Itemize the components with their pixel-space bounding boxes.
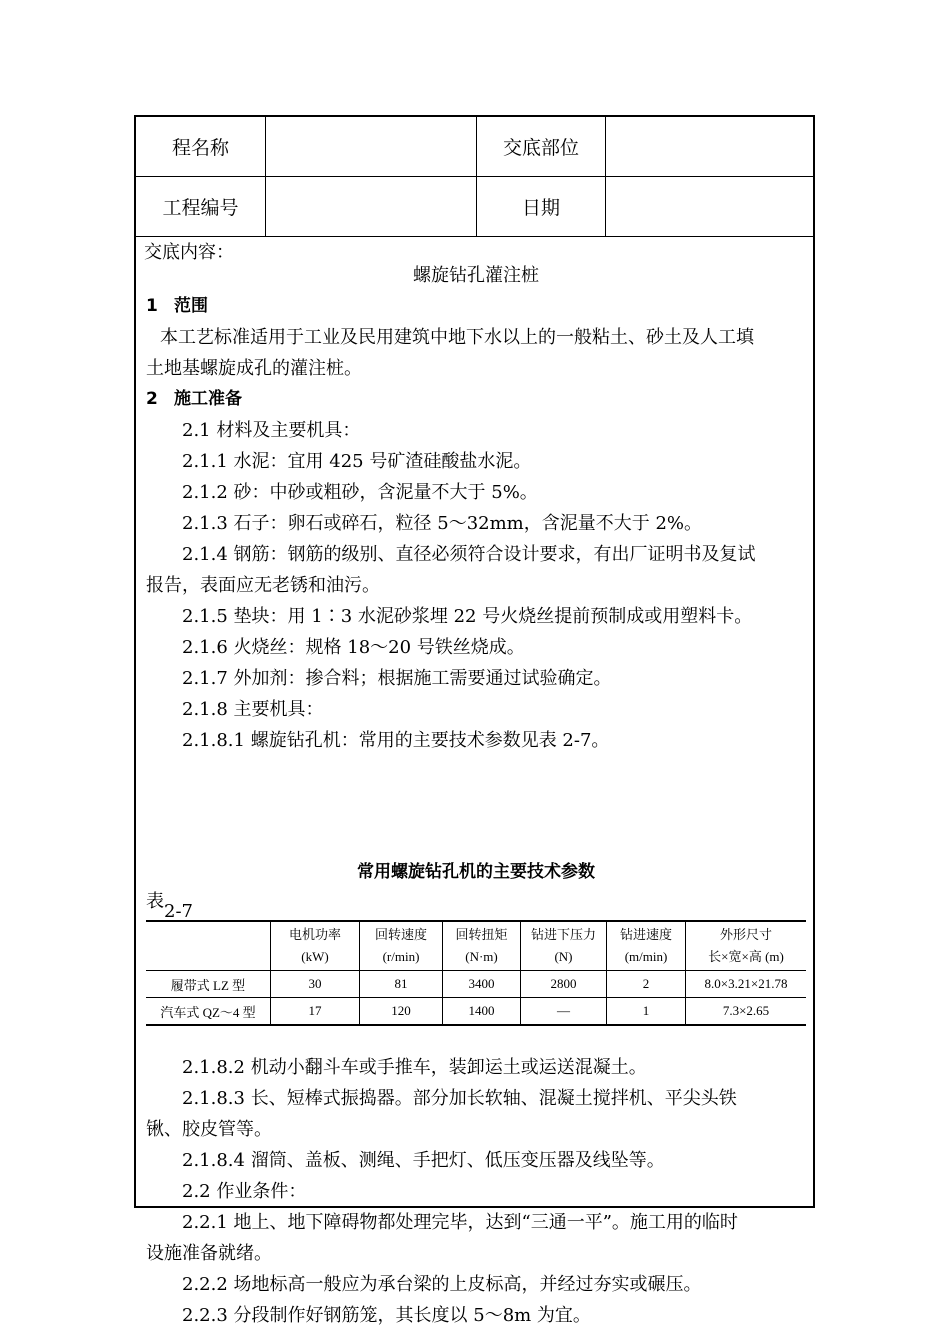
project-name-value: [266, 117, 477, 176]
item-2-1-5: 2.1.5 垫块：用 1∶3 水泥砂浆埋 22 号火烧丝提前预制成或用塑料卡。: [182, 606, 753, 627]
item-2-1-4-cont: 报告，表面应无老锈和油污。: [146, 575, 380, 596]
part-label: 交底部位: [477, 117, 606, 176]
header-unit: (N·m): [465, 949, 498, 964]
header-cell: [360, 921, 443, 971]
header-cell: [521, 921, 607, 971]
table-cell: 履带式 LZ 型: [146, 971, 271, 998]
table-cell: —: [521, 998, 607, 1026]
header-text: 外形尺寸: [719, 927, 772, 942]
header-text: 电机功率: [288, 927, 341, 942]
header-unit: (m/min): [624, 949, 668, 964]
content-after-table: [146, 1052, 806, 1331]
content-area: [144, 237, 806, 1326]
table-cell: 81: [360, 971, 443, 998]
table-label-number: 2-7: [164, 901, 193, 922]
date-label: 日期: [477, 177, 606, 236]
table-cell: 汽车式 QZ～4 型: [146, 998, 271, 1026]
item-2-1-8-3: 2.1.8.3 长、短棒式振捣器。部分加长软轴、混凝土搅拌机、平尖头铁: [182, 1088, 737, 1109]
intro-label: 交底内容：: [144, 242, 234, 263]
section-1-heading: [146, 291, 806, 322]
date-value: [606, 177, 813, 236]
item-2-2-3: 2.2.3 分段制作好钢筋笼，其长度以 5～8m 为宜。: [182, 1305, 591, 1326]
item-2-2-1-cont: 设施准备就绪。: [146, 1243, 272, 1264]
header-text: 钻进速度: [619, 927, 672, 942]
item-2-1-8-1: 2.1.8.1 螺旋钻孔机：常用的主要技术参数见表 2-7。: [182, 730, 610, 751]
item-2-2-1: 2.2.1 地上、地下障碍物都处理完毕，达到“三通一平”。施工用的临时: [182, 1212, 738, 1233]
header-text: 钻进下压力: [530, 927, 596, 942]
table-cell: 1: [607, 998, 686, 1026]
section-1-number: 1: [146, 296, 158, 316]
table-cell: 3400: [443, 971, 521, 998]
header-cell: [607, 921, 686, 971]
table-label: [146, 887, 193, 922]
header-unit: 长×宽×高 (m): [708, 949, 784, 964]
part-value: [606, 117, 813, 176]
document-frame: [134, 115, 815, 1326]
item-2-1-7: 2.1.7 外加剂：掺合料；根据施工需要通过试验确定。: [182, 668, 612, 689]
header-cell: [443, 921, 521, 971]
project-no-value: [266, 177, 477, 236]
header-text: 回转速度: [374, 927, 427, 942]
item-2-1-6: 2.1.6 火烧丝：规格 18～20 号铁丝烧成。: [182, 637, 525, 658]
header-cell: [271, 921, 360, 971]
header-cell-blank: [146, 921, 271, 971]
item-2-1-8: 2.1.8 主要机具：: [182, 699, 324, 720]
table-cell: 2800: [521, 971, 607, 998]
paragraph-scope: 本工艺标准适用于工业及民用建筑中地下水以上的一般粘土、砂土及人工填: [160, 327, 754, 348]
item-2-1-8-4: 2.1.8.4 溜筒、盖板、测绳、手把灯、低压变压器及线坠等。: [182, 1150, 665, 1171]
document-title: 螺旋钻孔灌注桩: [413, 265, 539, 286]
table-row: [146, 971, 806, 998]
header-unit: (r/min): [382, 949, 420, 964]
project-no-label: 工程编号: [136, 177, 266, 236]
item-2-2-2: 2.2.2 场地标高一般应为承台梁的上皮标高，并经过夯实或碾压。: [182, 1274, 702, 1295]
project-name-label: 程名称: [136, 117, 266, 176]
section-1-title: 范围: [174, 296, 208, 316]
table-cell: 120: [360, 998, 443, 1026]
table-title: 常用螺旋钻孔机的主要技术参数: [357, 862, 595, 882]
table-row: [146, 998, 806, 1026]
header-text: 回转扭矩: [455, 927, 508, 942]
section-2-title: 施工准备: [174, 389, 242, 409]
item-2-1-8-3-cont: 锹、胶皮管等。: [146, 1119, 272, 1140]
table-cell: 30: [271, 971, 360, 998]
paragraph-scope-cont: 土地基螺旋成孔的灌注桩。: [146, 358, 362, 379]
table-cell: 17: [271, 998, 360, 1026]
header-row-1: [136, 117, 813, 177]
item-2-1-4: 2.1.4 钢筋：钢筋的级别、直径必须符合设计要求，有出厂证明书及复试: [182, 544, 756, 565]
table-header-row: [146, 921, 806, 971]
item-2-1-8-2: 2.1.8.2 机动小翻斗车或手推车，装卸运土或运送混凝土。: [182, 1057, 647, 1078]
table-cell: 2: [607, 971, 686, 998]
parameters-table: [146, 920, 806, 1026]
item-2-2: 2.2 作业条件：: [182, 1181, 307, 1202]
section-2-number: 2: [146, 389, 158, 409]
table-cell: 1400: [443, 998, 521, 1026]
item-2-1-2: 2.1.2 砂：中砂或粗砂，含泥量不大于 5%。: [182, 482, 538, 503]
table-cell: 7.3×2.65: [686, 998, 807, 1026]
header-row-2: [136, 177, 813, 237]
table-label-prefix: 表: [146, 891, 164, 912]
header-unit: (kW): [301, 949, 329, 964]
item-2-1-1: 2.1.1 水泥：宜用 425 号矿渣硅酸盐水泥。: [182, 451, 532, 472]
header-cell: [686, 921, 807, 971]
item-2-1: 2.1 材料及主要机具：: [182, 420, 361, 441]
header-unit: (N): [554, 949, 573, 964]
section-2-heading: [146, 384, 806, 415]
table-cell: 8.0×3.21×21.78: [686, 971, 807, 998]
item-2-1-3: 2.1.3 石子：卵石或碎石，粒径 5～32mm，含泥量不大于 2%。: [182, 513, 703, 534]
